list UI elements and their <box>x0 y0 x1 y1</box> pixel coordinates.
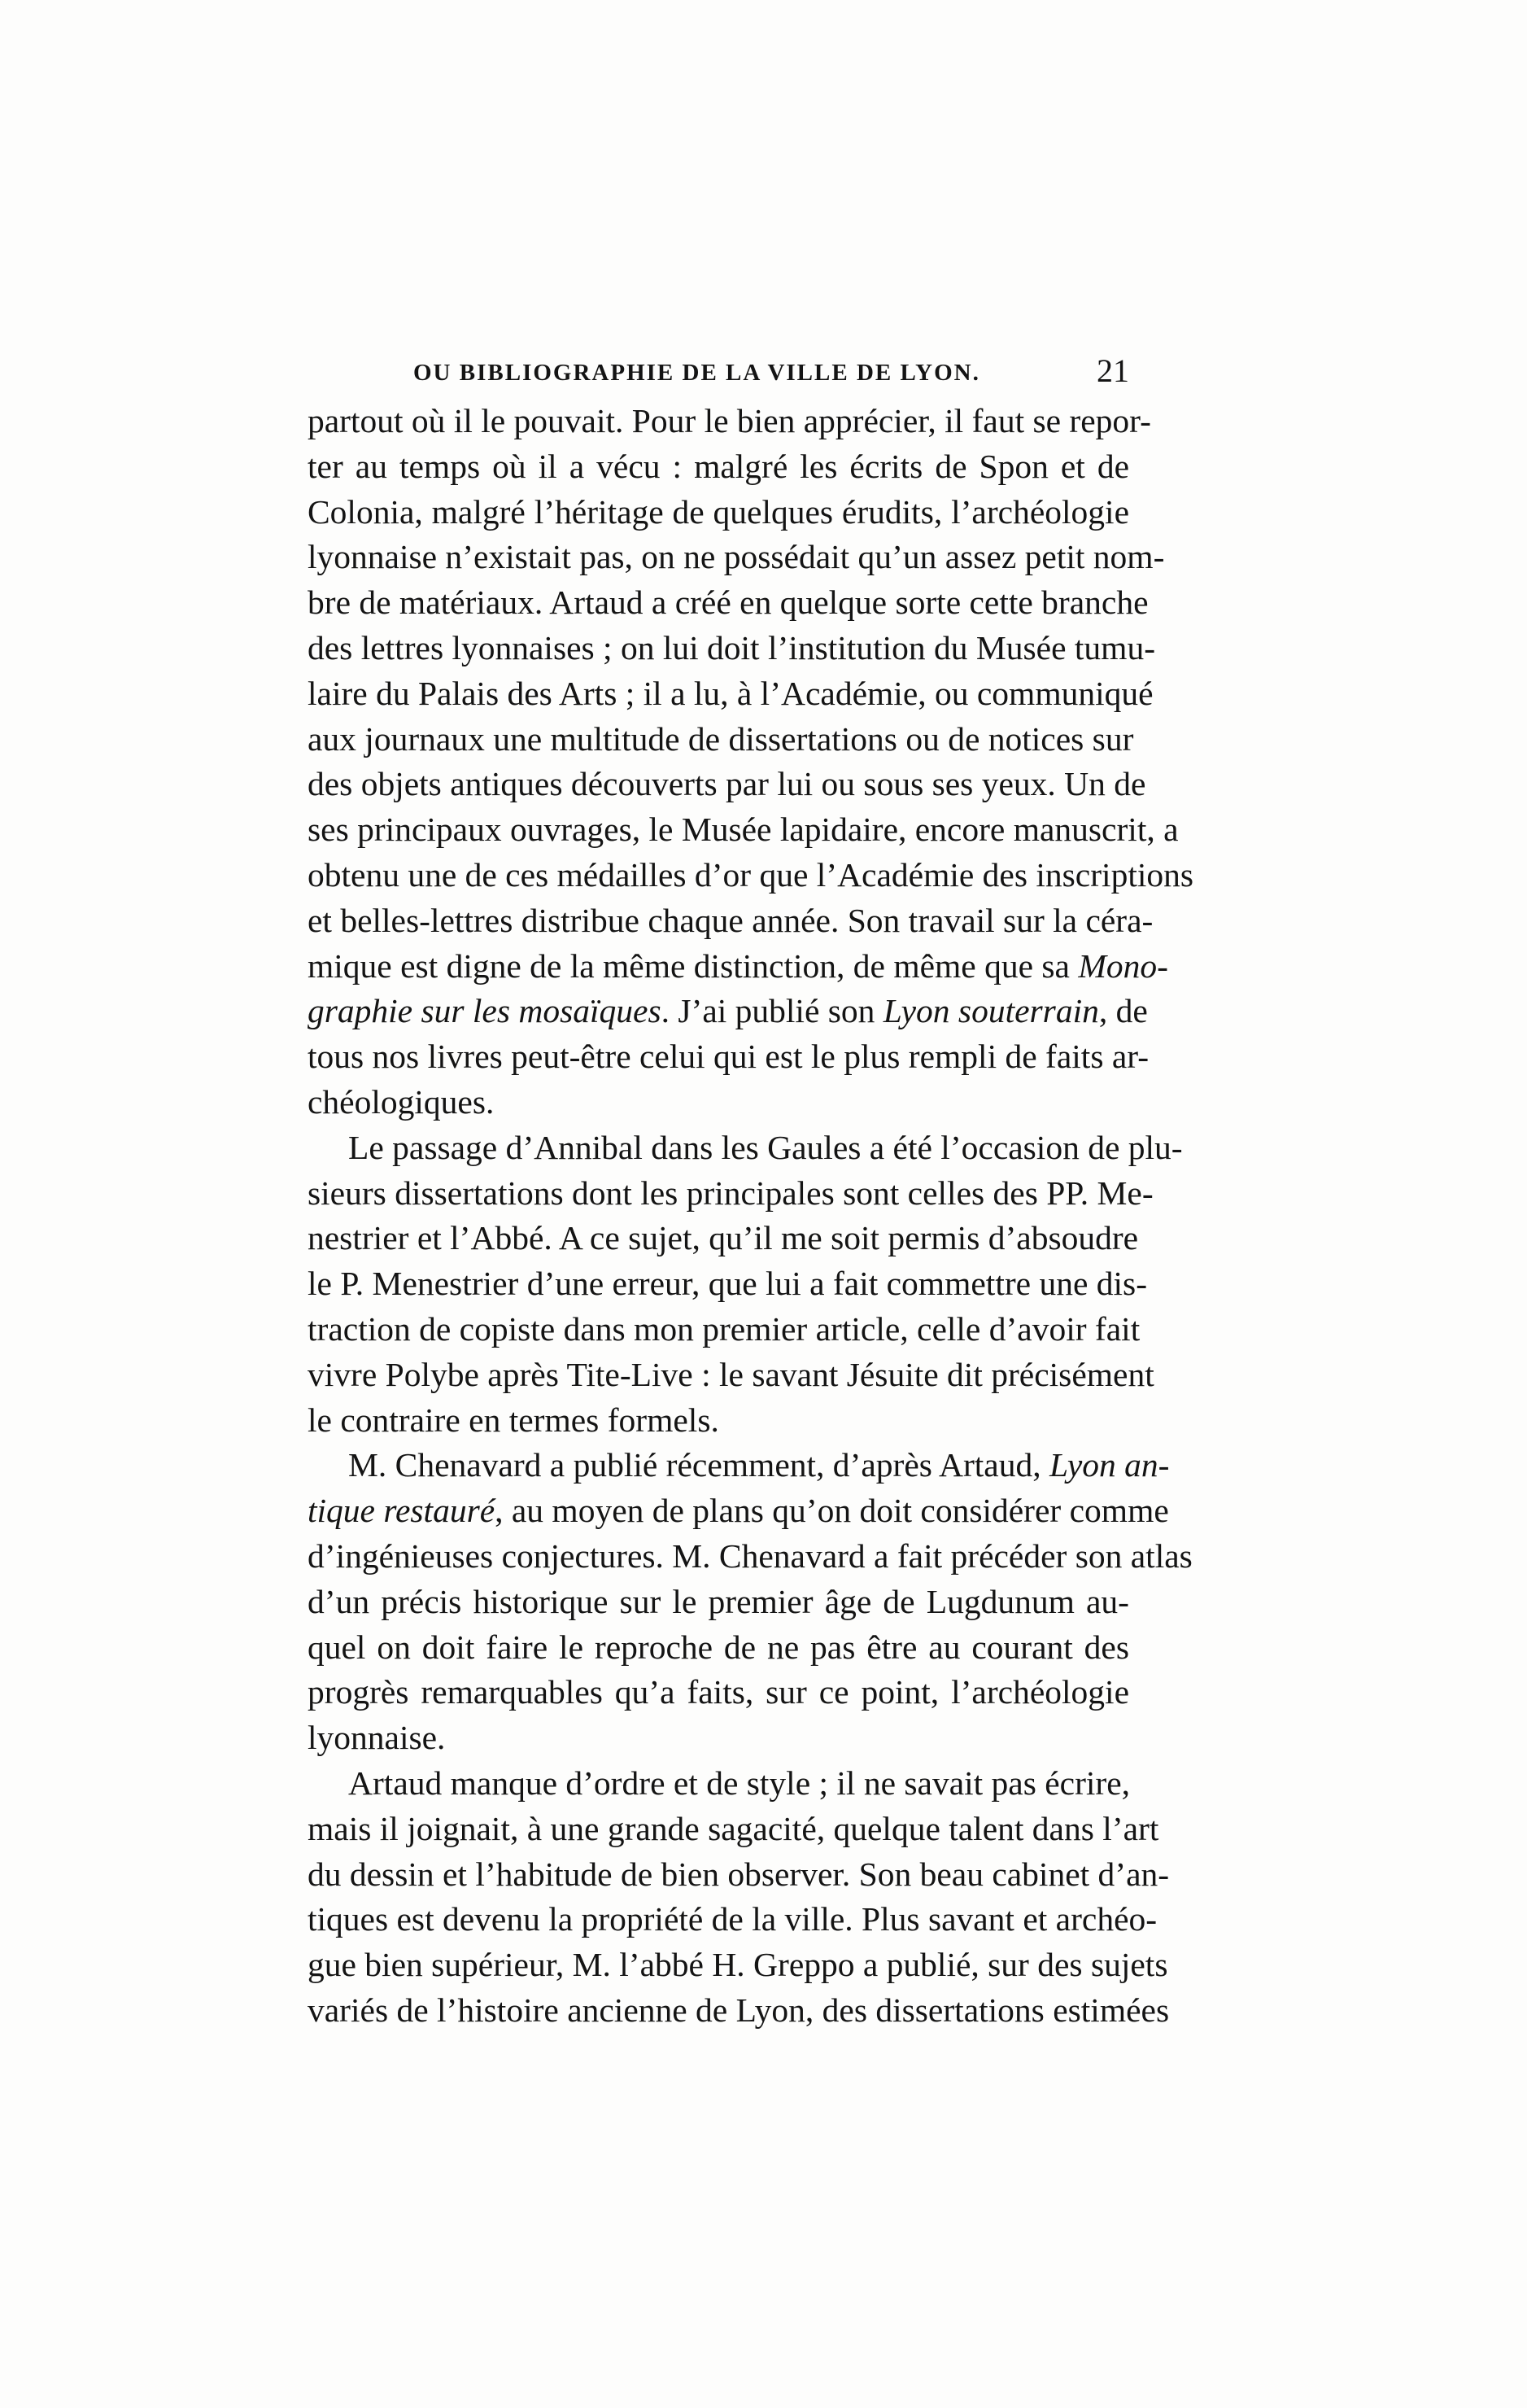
text-line <box>308 853 1194 898</box>
line-text: . J’ai publié son <box>661 992 883 1030</box>
text-line <box>308 1580 1129 1625</box>
text-line <box>308 626 1156 671</box>
text-line <box>308 671 1154 717</box>
italic-text: graphie sur les mosaïques <box>308 992 661 1030</box>
italic-text: Lyon souterrain <box>883 992 1099 1030</box>
line-text: des lettres lyonnaises ; on lui doit l’institution du Musée tumu- <box>308 628 1156 666</box>
line-text: bre de matériaux. Artaud a créé en quelque sorte cette branche <box>308 583 1149 622</box>
line-text: Le passage d’Annibal dans les Gaules a été l’occasion de plu- <box>348 1128 1183 1166</box>
text-line <box>308 444 1129 490</box>
line-text: Artaud manque d’ordre et de style ; il ne savait pas écrire, <box>348 1763 1131 1802</box>
line-text: traction de copiste dans mon premier article, celle d’avoir fait <box>308 1309 1141 1348</box>
line-text: d’un précis historique sur le premier âge de Lugdunum au- <box>308 1582 1129 1620</box>
line-text: chéologiques. <box>308 1082 495 1121</box>
line-text: progrès remarquables qu’a faits, sur ce point, l’archéologie <box>308 1673 1129 1711</box>
text-line <box>308 1897 1158 1943</box>
text-line <box>308 898 1154 944</box>
line-text: vivre Polybe après Tite-Live : le savant Jésuite dit précisément <box>308 1355 1154 1393</box>
text-line <box>308 535 1165 580</box>
text-line <box>308 1534 1193 1580</box>
line-text: mique est digne de la même distinction, de même que sa <box>308 946 1079 985</box>
italic-text: Mono- <box>1078 946 1168 985</box>
text-line <box>308 1852 1170 1898</box>
text-line <box>308 1307 1141 1353</box>
text-line <box>308 1807 1159 1852</box>
line-text: tous nos livres peut-être celui qui est le plus rempli de faits ar- <box>308 1038 1150 1076</box>
line-text: et belles-lettres distribue chaque année. Son travail sur la céra- <box>308 901 1154 939</box>
text-line <box>308 1398 1129 1444</box>
text-line <box>308 944 1168 990</box>
line-text: , de <box>1098 992 1148 1030</box>
line-text: M. Chenavard a publié récemment, d’après Artaud, <box>348 1446 1049 1484</box>
line-text: aux journaux une multitude de dissertations ou de notices sur <box>308 719 1134 758</box>
text-line <box>308 1943 1168 1988</box>
text-line <box>308 580 1149 626</box>
text-line <box>308 989 1148 1034</box>
text-line <box>308 399 1151 444</box>
body-text <box>308 399 1194 2034</box>
text-line <box>308 1216 1139 1261</box>
text-line <box>308 1988 1170 2034</box>
text-line <box>308 1353 1154 1398</box>
italic-text: Lyon an- <box>1049 1446 1170 1484</box>
running-title: OU BIBLIOGRAPHIE DE LA VILLE DE LYON. <box>413 360 980 386</box>
line-text: , au moyen de plans qu’on doit considérer comme <box>495 1492 1169 1530</box>
text-line <box>308 1080 1129 1125</box>
text-line <box>308 1625 1129 1671</box>
line-text: lyonnaise. <box>308 1719 446 1757</box>
text-line <box>308 1488 1169 1534</box>
line-text: le contraire en termes formels. <box>308 1401 719 1439</box>
line-text: lyonnaise n’existait pas, on ne possédait qu’un assez petit nom- <box>308 538 1165 576</box>
text-line <box>308 1443 1170 1488</box>
line-text: laire du Palais des Arts ; il a lu, à l’Académie, ou communiqué <box>308 674 1154 712</box>
text-line <box>308 807 1179 853</box>
italic-text: tique restauré <box>308 1492 495 1530</box>
line-text: tiques est devenu la propriété de la ville. Plus savant et archéo- <box>308 1900 1158 1938</box>
page-number: 21 <box>1097 352 1129 389</box>
line-text: ter au temps où il a vécu : malgré les écrits de Spon et de <box>308 447 1129 485</box>
text-line <box>308 1125 1183 1171</box>
line-text: variés de l’histoire ancienne de Lyon, des dissertations estimées <box>308 1991 1170 2029</box>
line-text: partout où il le pouvait. Pour le bien apprécier, il faut se repor- <box>308 402 1151 439</box>
line-text: gue bien supérieur, M. l’abbé H. Greppo a publié, sur des sujets <box>308 1946 1168 1984</box>
text-line <box>308 1261 1148 1307</box>
line-text: d’ingénieuses conjectures. M. Chenavard a fait précéder son atlas <box>308 1536 1193 1575</box>
text-line <box>308 1034 1150 1080</box>
line-text: le P. Menestrier d’une erreur, que lui a fait commettre une dis- <box>308 1265 1148 1303</box>
text-line <box>308 1670 1129 1715</box>
text-line <box>308 1761 1129 1807</box>
text-line <box>308 762 1146 807</box>
line-text: du dessin et l’habitude de bien observer. Son beau cabinet d’an- <box>308 1855 1170 1893</box>
running-head <box>413 352 1129 400</box>
line-text: sieurs dissertations dont les principales sont celles des PP. Me- <box>308 1173 1154 1212</box>
line-text: quel on doit faire le reproche de ne pas être au courant des <box>308 1628 1129 1666</box>
text-line <box>308 1715 1129 1761</box>
line-text: Colonia, malgré l’héritage de quelques érudits, l’archéologie <box>308 492 1129 531</box>
text-line <box>308 1171 1154 1217</box>
text-line <box>308 717 1134 763</box>
line-text: des objets antiques découverts par lui ou sous ses yeux. Un de <box>308 765 1146 803</box>
line-text: obtenu une de ces médailles d’or que l’Académie des inscriptions <box>308 855 1194 894</box>
text-line <box>308 490 1129 535</box>
line-text: nestrier et l’Abbé. A ce sujet, qu’il me soit permis d’absoudre <box>308 1219 1139 1257</box>
line-text: ses principaux ouvrages, le Musée lapidaire, encore manuscrit, a <box>308 811 1179 849</box>
line-text: mais il joignait, à une grande sagacité, quelque talent dans l’art <box>308 1809 1159 1847</box>
